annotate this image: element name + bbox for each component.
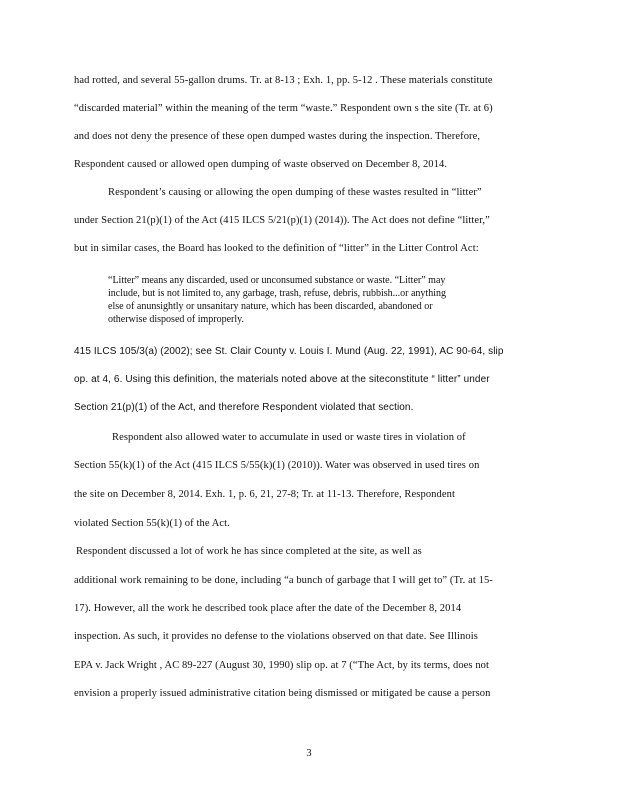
body-line: op. at 4, 6. Using this definition, the materials noted above at the siteconstitute “ litter” under bbox=[74, 374, 490, 385]
body-line: had rotted, and several 55-gallon drums. Tr. at 8-13 ; Exh. 1, pp. 5-12 . These materials constitute bbox=[74, 75, 493, 86]
body-line: but in similar cases, the Board has looked to the definition of “litter” in the Litter Control Act: bbox=[74, 243, 479, 254]
body-line: EPA v. Jack Wright , AC 89-227 (August 30, 1990) slip op. at 7 (“The Act, by its terms, does not bbox=[74, 660, 490, 671]
body-line: additional work remaining to be done, including “a bunch of garbage that I will get to” (Tr. at 15- bbox=[74, 575, 493, 586]
body-line: 17). However, all the work he described took place after the date of the December 8, 2014 bbox=[74, 603, 462, 614]
block-quote-line: include, but is not limited to, any garbage, trash, refuse, debris, rubbish...or anything bbox=[108, 288, 446, 299]
body-line: violated Section 55(k)(1) of the Act. bbox=[74, 518, 230, 529]
block-quote-line: otherwise disposed of improperly. bbox=[108, 314, 244, 325]
body-line: Respondent caused or allowed open dumping of waste observed on December 8, 2014. bbox=[74, 159, 448, 170]
body-line: envision a properly issued administrative citation being dismissed or mitigated be cause a person bbox=[74, 688, 491, 699]
block-quote-line: else of anunsightly or unsanitary nature, which has been discarded, abandoned or bbox=[108, 301, 433, 312]
page-number: 3 bbox=[306, 748, 312, 759]
body-line: Section 55(k)(1) of the Act (415 ILCS 5/55(k)(1) (2010)). Water was observed in used tires on bbox=[74, 460, 480, 471]
body-line: “discarded material” within the meaning of the term “waste.” Respondent own s the site (Tr. at 6) bbox=[74, 103, 493, 114]
body-line: Respondent’s causing or allowing the open dumping of these wastes resulted in “litter” bbox=[108, 187, 482, 198]
body-line: Respondent also allowed water to accumulate in used or waste tires in violation of bbox=[112, 432, 466, 443]
body-line: 415 ILCS 105/3(a) (2002); see St. Clair County v. Louis I. Mund (Aug. 22, 1991), AC 90-64, slip bbox=[74, 346, 504, 357]
body-line: Respondent discussed a lot of work he has since completed at the site, as well as bbox=[76, 546, 422, 557]
block-quote-line: “Litter” means any discarded, used or unconsumed substance or waste. “Litter” may bbox=[108, 275, 446, 286]
body-line: the site on December 8, 2014. Exh. 1, p. 6, 21, 27-8; Tr. at 11-13. Therefore, Respondent bbox=[74, 489, 456, 500]
body-line: and does not deny the presence of these open dumped wastes during the inspection. Therefore, bbox=[74, 131, 481, 142]
body-line: under Section 21(p)(1) of the Act (415 ILCS 5/21(p)(1) (2014)). The Act does not define “litter,” bbox=[74, 215, 490, 226]
body-line: Section 21(p)(1) of the Act, and therefore Respondent violated that section. bbox=[74, 402, 414, 413]
body-line: inspection. As such, it provides no defense to the violations observed on that date. See Illinois bbox=[74, 631, 478, 642]
